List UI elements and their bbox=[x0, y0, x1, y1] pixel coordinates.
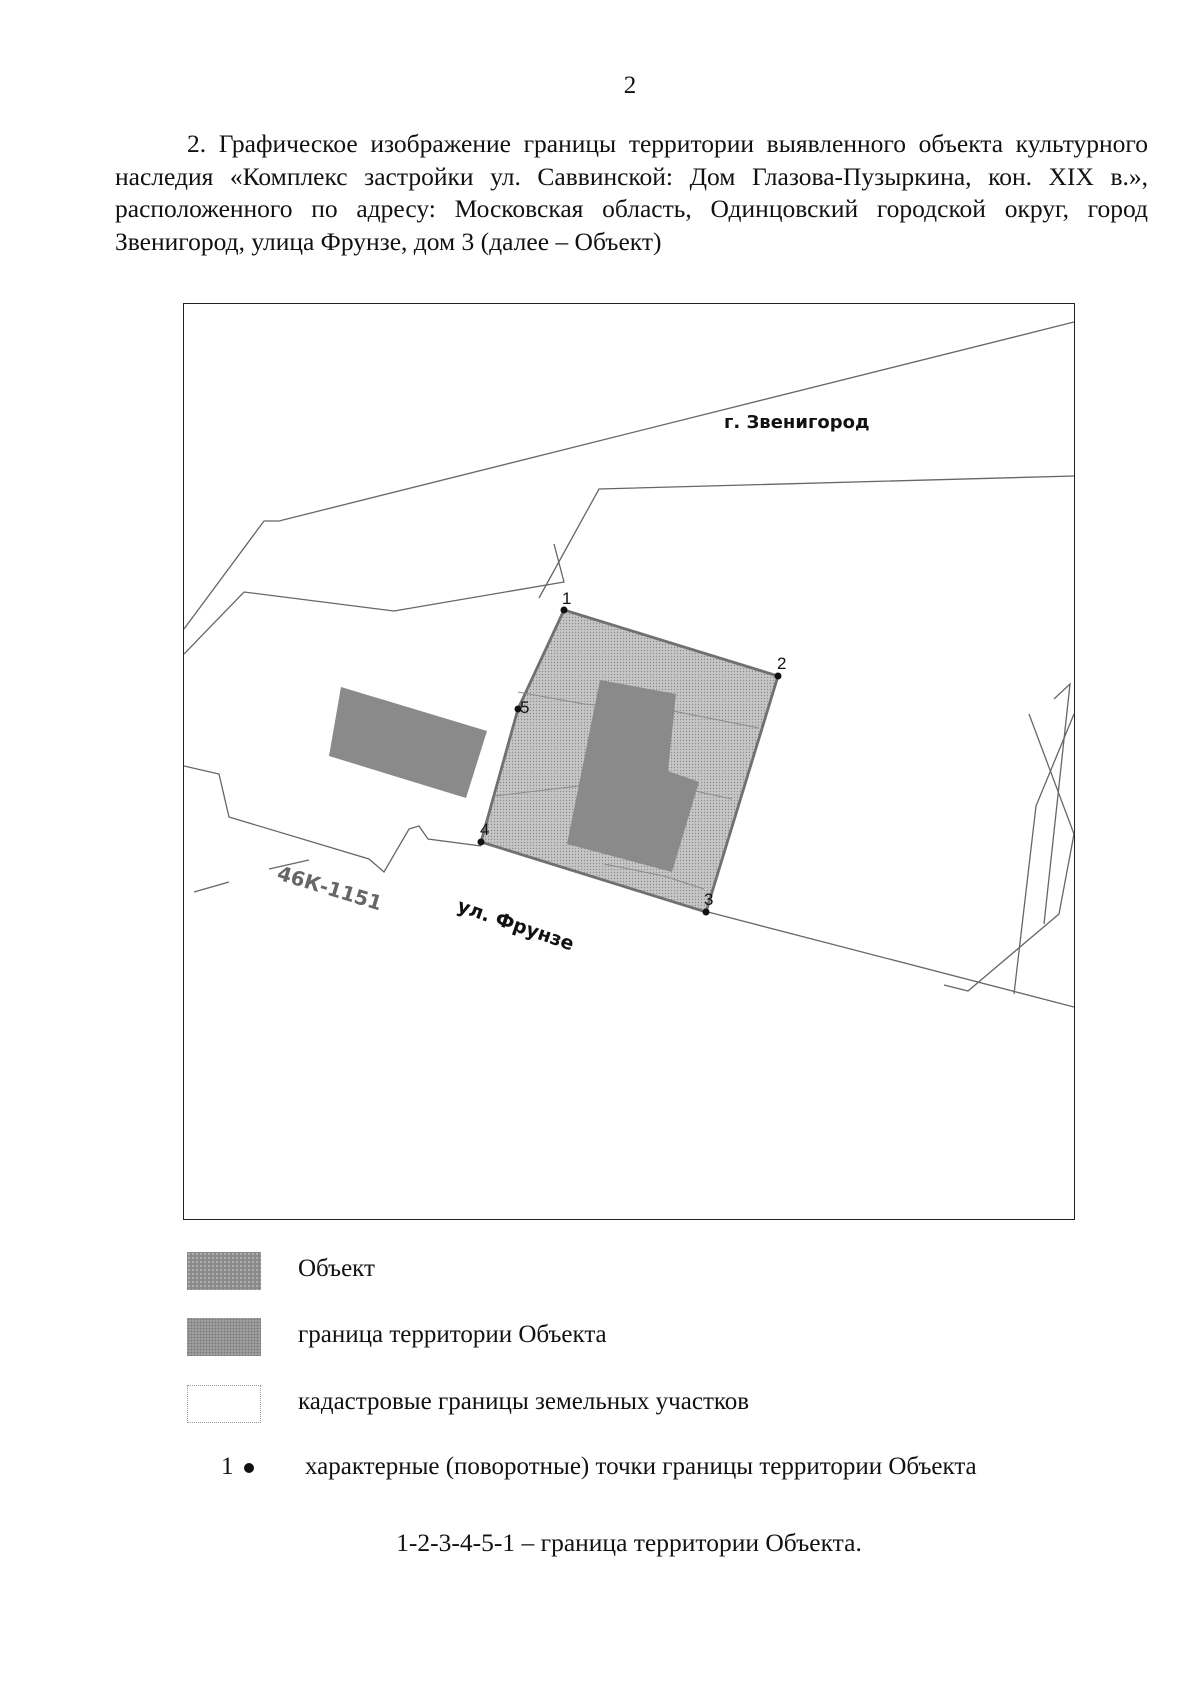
legend-swatch-territory bbox=[187, 1318, 261, 1356]
boundary-map bbox=[183, 303, 1075, 1220]
cadastral-line bbox=[194, 882, 229, 892]
legend-point-number: 1 bbox=[221, 1453, 234, 1480]
legend-label-object: Объект bbox=[298, 1255, 375, 1282]
legend-point-marker bbox=[221, 1453, 254, 1481]
neighbour-building bbox=[329, 687, 487, 798]
road-number-label: 46К-1151 bbox=[274, 860, 385, 916]
cadastral-line bbox=[944, 834, 1074, 991]
legend-row-points bbox=[185, 1448, 1085, 1488]
intro-text: 2. Графическое изображение границы территории выявленного объекта культурного наследия «Комплекс застройки ул. Саввинской: Дом Глазова-Пузыркина, кон. XIX в.», расположенного по адресу: Московская область, Одинцовский городской округ, город Звенигород, улица Фрунзе, дом 3 (далее – Объект) bbox=[115, 129, 1148, 256]
boundary-summary: 1-2-3-4-5-1 – граница территории Объекта. bbox=[396, 1528, 862, 1557]
page-number: 2 bbox=[623, 72, 637, 99]
point-label-4: 4 bbox=[480, 820, 490, 839]
city-label: г. Звенигород bbox=[724, 412, 870, 433]
cadastral-line bbox=[708, 912, 1074, 1007]
cadastral-line bbox=[539, 476, 1074, 598]
cadastral-line bbox=[1014, 714, 1074, 994]
intro-paragraph bbox=[115, 128, 1148, 258]
point-label-3: 3 bbox=[704, 890, 714, 909]
point-label-1: 1 bbox=[562, 589, 572, 608]
legend-label-territory: граница территории Объекта bbox=[298, 1321, 607, 1348]
boundary-point-2 bbox=[775, 673, 782, 680]
cadastral-line bbox=[1044, 684, 1070, 924]
boundary-point-4 bbox=[478, 839, 485, 846]
legend-label-cadastral: кадастровые границы земельных участков bbox=[298, 1388, 750, 1415]
legend-row-cadastral bbox=[185, 1383, 1085, 1423]
point-label-5: 5 bbox=[520, 698, 530, 717]
boundary-point-3 bbox=[703, 909, 710, 916]
legend-row-object bbox=[185, 1250, 1085, 1290]
cadastral-line bbox=[184, 322, 1074, 629]
point-dot-icon bbox=[244, 1463, 254, 1473]
legend-swatch-cadastral bbox=[187, 1385, 261, 1423]
street-label: ул. Фрунзе bbox=[454, 894, 577, 956]
map-canvas bbox=[184, 304, 1074, 1219]
legend-row-territory bbox=[185, 1316, 1085, 1356]
cadastral-line bbox=[184, 544, 564, 654]
legend-label-points: характерные (поворотные) точки границы территории Объекта bbox=[305, 1453, 977, 1480]
legend-swatch-object bbox=[187, 1252, 261, 1290]
point-label-2: 2 bbox=[777, 654, 787, 673]
